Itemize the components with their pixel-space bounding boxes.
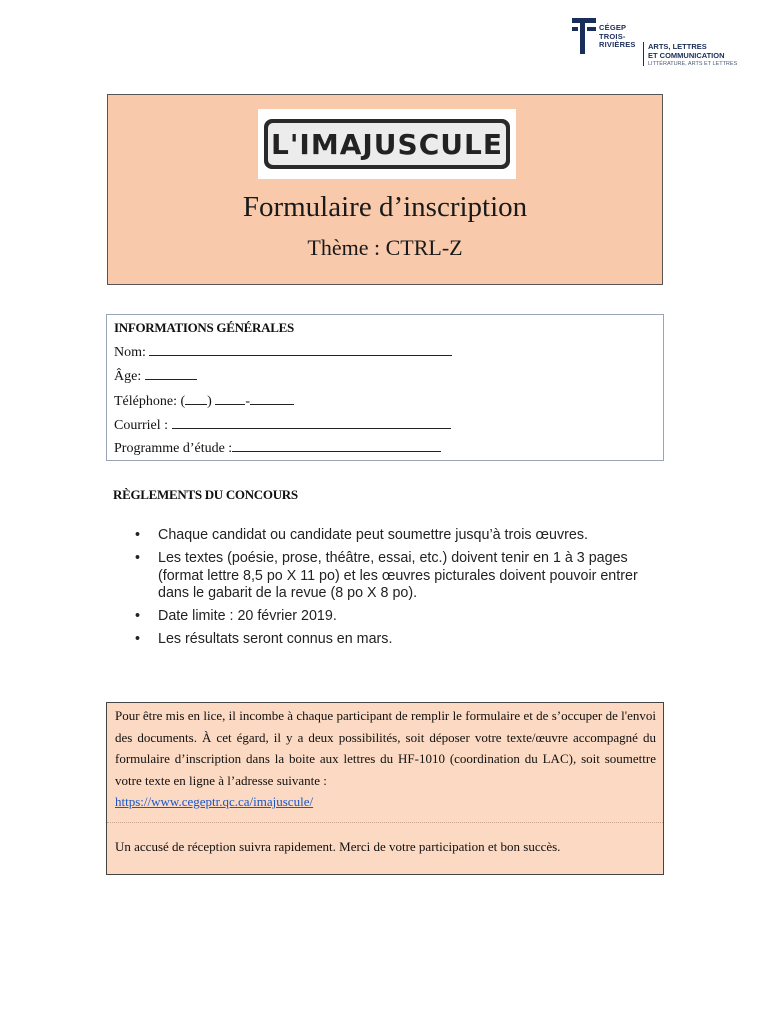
- cegep-t-logo-icon: [572, 18, 596, 56]
- phone-area-code-line[interactable]: [185, 392, 207, 405]
- phone-close-paren: ): [207, 394, 212, 409]
- acknowledgement-text: Un accusé de réception suivra rapidement. Merci de votre participation et bon succès.: [115, 839, 561, 854]
- bullet-icon: •: [135, 550, 141, 566]
- phone-label: Téléphone:: [114, 394, 177, 409]
- logo-divider: [643, 42, 644, 66]
- cegep-name: [599, 24, 636, 50]
- imajuscule-logo-text: L'IMAJUSCULE: [268, 123, 506, 165]
- rule-text: Chaque candidat ou candidate peut soumettre jusqu’à trois œuvres.: [158, 527, 588, 543]
- name-field[interactable]: [114, 343, 452, 361]
- email-field[interactable]: [114, 416, 451, 434]
- form-title: Formulaire d’inscription: [242, 191, 528, 223]
- rule-text: Les résultats seront connus en mars.: [158, 631, 393, 647]
- department-subline: LITTÉRATURE, ARTS ET LETTRES: [648, 61, 738, 67]
- cegep-name-line: TROIS-: [599, 31, 626, 41]
- general-info-heading: INFORMATIONS GÉNÉRALES: [114, 320, 294, 335]
- email-label: Courriel :: [114, 418, 169, 433]
- program-label: Programme d’étude :: [114, 441, 233, 456]
- phone-open-paren: (: [180, 394, 186, 409]
- name-label: Nom:: [114, 345, 146, 360]
- cegep-name-line: CÉGEP: [599, 23, 627, 32]
- phone-dash: -: [245, 394, 250, 409]
- imajuscule-logo: [258, 109, 516, 179]
- rule-item: [135, 527, 665, 545]
- department-line: ET COMMUNICATION: [648, 50, 725, 60]
- phone-prefix-line[interactable]: [215, 392, 245, 405]
- header-box: [107, 94, 663, 285]
- rule-text: Les textes (poésie, prose, théâtre, essai, etc.) doivent tenir en 1 à 3 pages (format lettre 8,5 po X 11 po) et les œuvres picturales doivent pouvoir entrer dans le gabarit de la revue (8 po X 8 po).: [158, 550, 638, 601]
- rule-text: Date limite : 20 février 2019.: [158, 608, 337, 624]
- program-field[interactable]: [114, 439, 441, 457]
- rules-list: [135, 527, 665, 654]
- department-line: ARTS, LETTRES: [648, 42, 707, 51]
- cegep-department: [648, 43, 737, 69]
- notice-divider: [107, 822, 663, 823]
- form-theme: Thème : CTRL-Z: [307, 235, 463, 260]
- age-field[interactable]: [114, 367, 197, 385]
- age-input-line[interactable]: [145, 367, 197, 380]
- imajuscule-logo-frame: [264, 119, 510, 169]
- bullet-icon: •: [135, 608, 141, 624]
- email-input-line[interactable]: [172, 416, 451, 429]
- phone-field[interactable]: [114, 392, 294, 410]
- age-label: Âge:: [114, 369, 142, 384]
- rule-item: [135, 550, 665, 603]
- notice-paragraph-block: [115, 705, 656, 813]
- rules-heading: RÈGLEMENTS DU CONCOURS: [113, 487, 298, 502]
- notice-paragraph: Pour être mis en lice, il incombe à chaque participant de remplir le formulaire et de s’occuper de l'envoi des documents. À cet égard, il y a deux possibilités, soit déposer votre texte/œuvre accompagné du formulaire d’inscription dans la boite aux lettres du HF-1010 (coordination du LAC), soit soumettre votre texte en ligne à l’adresse suivante :: [115, 708, 656, 788]
- cegep-name-line: RIVIÈRES: [599, 40, 636, 49]
- submission-notice: [106, 702, 664, 875]
- bullet-icon: •: [135, 527, 141, 543]
- general-info-section: [106, 314, 664, 461]
- phone-number-line[interactable]: [250, 392, 294, 405]
- program-input-line[interactable]: [232, 439, 441, 452]
- bullet-icon: •: [135, 631, 141, 647]
- name-input-line[interactable]: [149, 343, 452, 356]
- rule-item: [135, 608, 665, 626]
- submission-link[interactable]: https://www.cegeptr.qc.ca/imajuscule/: [115, 794, 314, 809]
- rule-item: [135, 631, 665, 649]
- cegep-logo: [572, 18, 742, 78]
